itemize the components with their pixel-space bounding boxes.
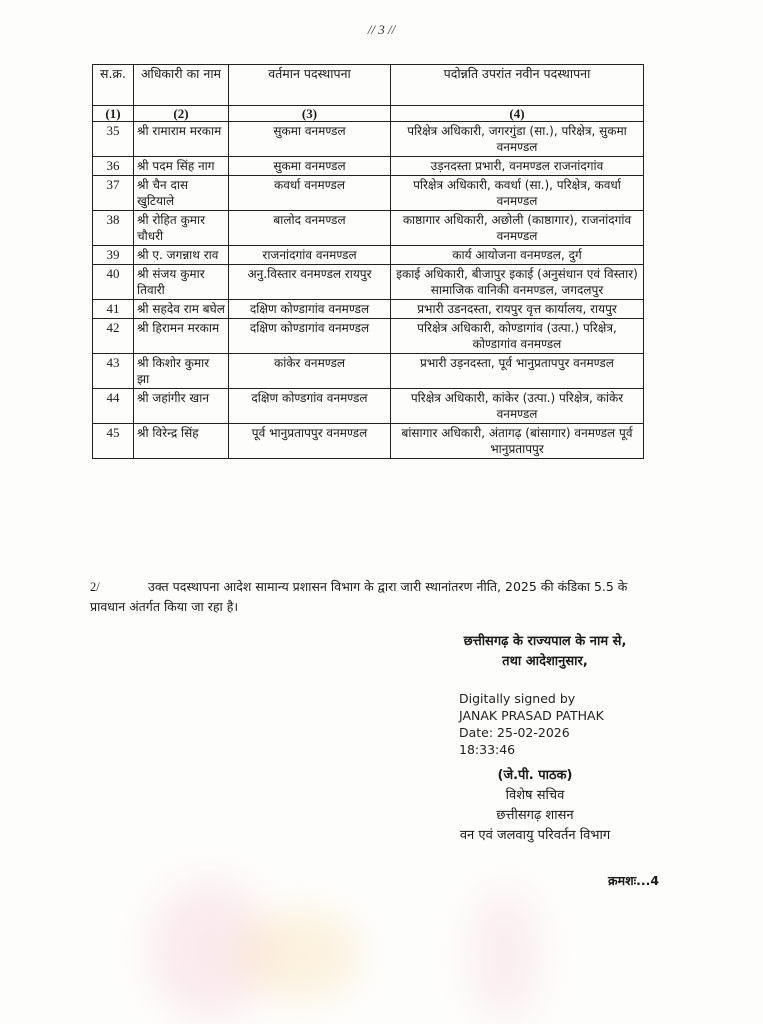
serial-number: 45 [93, 424, 134, 459]
table-row [93, 354, 644, 389]
officer-name: श्री पदम सिंह नाग [134, 157, 229, 176]
signatory-government: छत्तीसगढ़ शासन [496, 808, 574, 823]
serial-number: 41 [93, 300, 134, 319]
current-posting: दक्षिण कोण्डागांव वनमण्डल [229, 319, 391, 354]
new-posting: परिक्षेत्र अधिकारी, कवर्धा (सा.), परिक्षेत्र, कवर्धा वनमण्डल [391, 176, 644, 211]
current-posting: दक्षिण कोण्डगांव वनमण्डल [229, 389, 391, 424]
serial-number: 44 [93, 389, 134, 424]
serial-number: 40 [93, 265, 134, 300]
officer-name: श्री जहांगीर खान [134, 389, 229, 424]
paragraph-number: 2/ [90, 580, 100, 594]
serial-number: 42 [93, 319, 134, 354]
paper-stain [240, 910, 360, 1000]
paragraph-text: उक्त पदस्थापना आदेश सामान्य प्रशासन विभाग के द्वारा जारी स्थानांतरण नीति, 2025 की कंडिका 5.5 के प्रावधान अंतर्गत किया जा रहा है। [90, 579, 628, 614]
officer-name: श्री रामाराम मरकाम [134, 122, 229, 157]
serial-number: 38 [93, 211, 134, 246]
order-paragraph [90, 577, 650, 616]
header-officer-name: अधिकारी का नाम [134, 65, 229, 106]
table-row [93, 265, 644, 300]
digital-signature-block [459, 690, 604, 758]
current-posting: राजनांदगांव वनमण्डल [229, 246, 391, 265]
table-row [93, 157, 644, 176]
new-posting: परिक्षेत्र अधिकारी, जगरगुंडा (सा.), परिक्षेत्र, सुकमा वनमण्डल [391, 122, 644, 157]
governor-line-2: तथा आदेशानुसार, [502, 654, 588, 669]
serial-number: 36 [93, 157, 134, 176]
new-posting: परिक्षेत्र अधिकारी, कांकेर (उत्पा.) परिक्षेत्र, कांकेर वनमण्डल [391, 389, 644, 424]
new-posting: प्रभारी उडनदस्ता, रायपुर वृत्त कार्यालय, रायपुर [391, 300, 644, 319]
table-row [93, 319, 644, 354]
column-number-row [93, 106, 644, 122]
signatory-block [410, 766, 660, 846]
signatory-name: (जे.पी. पाठक) [497, 768, 573, 783]
current-posting: कवर्धा वनमण्डल [229, 176, 391, 211]
officer-name: श्री चैन दास खुटियाले [134, 176, 229, 211]
paper-stain [470, 890, 540, 1020]
sign-time: 18:33:46 [459, 742, 516, 757]
current-posting: दक्षिण कोण्डागांव वनमण्डल [229, 300, 391, 319]
header-serial: स.क्र. [93, 65, 134, 106]
current-posting: पूर्व भानुप्रतापपुर वनमण्डल [229, 424, 391, 459]
table-header-row [93, 65, 644, 106]
serial-number: 37 [93, 176, 134, 211]
table-row [93, 211, 644, 246]
officer-name: श्री ए. जगन्नाथ राव [134, 246, 229, 265]
current-posting: अनु.विस्तार वनमण्डल रायपुर [229, 265, 391, 300]
column-number: (3) [229, 106, 391, 122]
serial-number: 43 [93, 354, 134, 389]
digital-sign-label: Digitally signed by [459, 691, 576, 706]
officer-name: श्री विरेन्द्र सिंह [134, 424, 229, 459]
officer-name: श्री रोहित कुमार चौधरी [134, 211, 229, 246]
sign-date: Date: 25-02-2026 [459, 725, 570, 740]
new-posting: उड़नदस्ता प्रभारी, वनमण्डल राजनांदगांव [391, 157, 644, 176]
signer-name: JANAK PRASAD PATHAK [459, 708, 604, 723]
officer-name: श्री संजय कुमार तिवारी [134, 265, 229, 300]
header-current-posting: वर्तमान पदस्थापना [229, 65, 391, 106]
column-number: (1) [93, 106, 134, 122]
posting-table [92, 64, 644, 459]
officer-name: श्री हिरामन मरकाम [134, 319, 229, 354]
new-posting: परिक्षेत्र अधिकारी, कोण्डागांव (उत्पा.) परिक्षेत्र, कोण्डागांव वनमण्डल [391, 319, 644, 354]
table-row [93, 122, 644, 157]
serial-number: 35 [93, 122, 134, 157]
page-marker: // 3 // [367, 22, 396, 37]
current-posting: सुकमा वनमण्डल [229, 122, 391, 157]
header-new-posting: पदोन्नति उपरांत नवीन पदस्थापना [391, 65, 644, 106]
governor-order-line [430, 632, 660, 672]
column-number: (4) [391, 106, 644, 122]
governor-line-1: छत्तीसगढ़ के राज्यपाल के नाम से, [463, 634, 627, 649]
table-row [93, 300, 644, 319]
current-posting: बालोद वनमण्डल [229, 211, 391, 246]
column-number: (2) [134, 106, 229, 122]
officer-name: श्री सहदेव राम बघेल [134, 300, 229, 319]
new-posting: कार्य आयोजना वनमण्डल, दुर्ग [391, 246, 644, 265]
signatory-designation: विशेष सचिव [505, 788, 565, 803]
continuation-marker: क्रमशः...4 [608, 873, 660, 888]
current-posting: सुकमा वनमण्डल [229, 157, 391, 176]
table-row [93, 246, 644, 265]
serial-number: 39 [93, 246, 134, 265]
new-posting: बांसागार अधिकारी, अंतागढ़ (बांसागार) वनमण्डल पूर्व भानुप्रतापपुर [391, 424, 644, 459]
current-posting: कांकेर वनमण्डल [229, 354, 391, 389]
new-posting: काष्ठागार अधिकारी, अछोली (काष्ठागार), राजनांदगांव वनमण्डल [391, 211, 644, 246]
table-row [93, 389, 644, 424]
signatory-department: वन एवं जलवायु परिवर्तन विभाग [459, 828, 611, 843]
table-row [93, 424, 644, 459]
officer-name: श्री किशोर कुमार झा [134, 354, 229, 389]
new-posting: इकाई अधिकारी, बीजापुर इकाई (अनुसंधान एवं विस्तार) सामाजिक वानिकी वनमण्डल, जगदलपुर [391, 265, 644, 300]
new-posting: प्रभारी उड़नदस्ता, पूर्व भानुप्रतापपुर वनमण्डल [391, 354, 644, 389]
table-row [93, 176, 644, 211]
